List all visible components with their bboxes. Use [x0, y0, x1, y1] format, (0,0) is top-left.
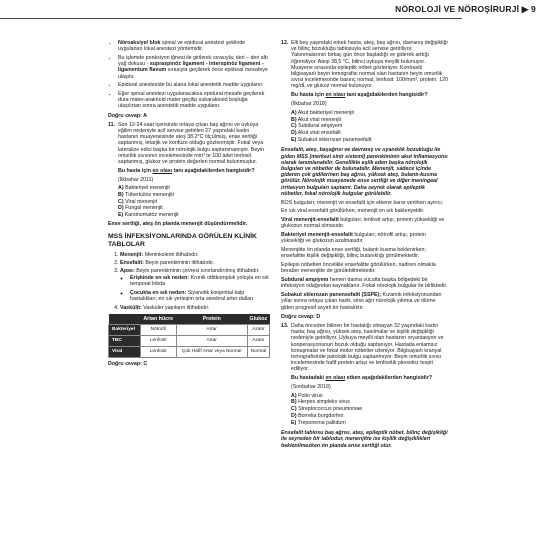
options-list — [291, 110, 448, 143]
table-row: Viral Lenfosit Çok Hafif Artar veya Normal Normal — [109, 347, 270, 358]
right-column — [281, 40, 448, 451]
page-header — [0, 0, 550, 22]
clinical-list — [108, 252, 270, 312]
header-title: NÖROLOJİ VE NÖROŞİRURJİ ▶ 9 — [395, 4, 536, 14]
question-11: 11. Son 12-24 saat içerisinde ortaya çıkan baş ağrısı ve uykuya eğilim nedeniyle acil servise getirilen 27 yaşındaki kadın hastanın muayenesinde ateş 38.2°C ölçülmüş, ense sertliği saptanmış, letarjik ve konfüze olduğu gözlenmiştir. Fokal veya lateralize edici başka bir nörolojik bulgu saptanmamıştır. Beyin omurilik sıvısının incelemesinde mm³ te 100 adet lenfosit saptanmış, glukoz ve protein değerleri normal bulunmuştur. Bu hasta için en olası tanı aşağıdakilerden hangisidir? (İlkbahar 2011) A) Bakteriyel menenjit B) Tüberküloz menenjiti C) Viral menenjit D) Fungal menenjit E) Karsinomatöz menenjit — [108, 122, 270, 219]
list-item: ◦ Çocukta en sık neden: Siyanotik konjenital kalp hastalıkları; en sık yerleşim orta serebral arter dalları — [130, 290, 270, 302]
option-a: A) Akut bakteriyel menenjit — [291, 109, 355, 116]
option-e: E) Karsinomatöz menenjit — [118, 212, 179, 219]
bullet-item: • Bu işlemde ponksiyon iğnesi ile girilerek sırasıyla; deri – deri altı yağ dokusu - supraspinöz ligament - interspinöz ligament - ligamentum flavum sırasıyla geçilerek önce epidural mesafeye ulaşılır. — [118, 55, 270, 80]
explanation-emphasis: Ensefalit, ateş, başağrısı ve davranış ve uyanıklık bozukluğu ile giden MSS (merkezi sinir sistemi) parenkiminin akut inflamasyonu olarak tanımlanabilir. Genellikle eşlik eden başka nörolojik bulguları ve nöbetler de bulunabilir. Menenjit, sadece içinde gideren çok gidilerinen baş ağrısı, yüksek ateş, bulantı-kusma görülür. Nörolojik muayenede ense sertliği ve diğer meningeal irritasyon bulguları saptanır. Daha seyrek olarak epileptik nöbetler, fokal nörolojik bulgular görülebilir. — [281, 147, 448, 197]
option-d: D) Fungal menenjit — [118, 205, 163, 212]
explanation-text: Epilepsi nöbetleri öncelikle ensefalitte görülürken, nadiren olmakla beraber menenjitte de görülebilmektedir. — [281, 262, 436, 275]
explanation-note: Ensefalit tablosu baş ağrısı, ateş, epileptik nöbet, bilinç değişikliği ile seyreden bir tablodur, menenjitte ise kişilik değişiklikleri beklenilmezken ön planda ense sertliği olur. — [281, 430, 448, 449]
option-c: C) Streptococcus pneumoniae — [291, 406, 363, 413]
csf-table — [108, 314, 270, 358]
options-list — [291, 393, 448, 426]
question-ask: Bu hastadaki en olası etken aşağıdakilerden hangisidir? — [291, 375, 433, 382]
table-row: Bakteriyel Nötrofil Artar Azalır — [109, 325, 270, 336]
option-a: A) Bakteriyel menenjit — [118, 185, 170, 192]
explanation-text: Menenjitte ön planda ense sertliği, bulantı kusma beklenirken; ensefalitte kişilik değişikliği, bilinç bulanıklığı görülmektedir. — [281, 247, 426, 260]
explanation-text: Subdural ampiyem hemen daima vücutta başka bölgedeki bir infeksiyon odağından kaynaklanır. Fokal nörolojik bulgular ile birliktedir. — [281, 277, 448, 290]
bullet-item: • Eğer spinal anestezi uygulanacaksa epidural mesafe geçilerek dura mater-araknoid mater geçilip subaraknoid boşluğa ulaşılırtan sonra anestetik madde uygulanır. — [118, 91, 270, 110]
header-rule — [0, 18, 462, 19]
options-list — [118, 185, 270, 218]
option-e: E) Subakut sklerozan panensefalit — [291, 136, 372, 143]
question-ask: Bu hasta için en olası tanı aşağıdakilerden hangisidir? — [118, 167, 255, 174]
anesthesia-bullets — [108, 40, 270, 110]
option-a: A) Polio virus — [291, 392, 323, 399]
bullet-item: • Epidural anestezide bu alana lokal anestetik madde uygulanır. — [118, 82, 270, 88]
left-column — [108, 40, 270, 370]
answer-q10: Doğru cevap: A — [108, 112, 147, 119]
answer-q12: Doğru cevap: D — [281, 313, 321, 320]
list-item: 1. Menenjit: Meninkslerin iltihabıdır. — [120, 252, 270, 258]
explanation-text: Bakteriyel menenjit-ensefalit bulguları; nötrofil artışı, protein yüksekliği ve glukozun azalmasıdır. — [281, 232, 426, 245]
list-item: 3. Apse: Beyin parenkiminin çevresi sınırlandırılmış iltihabıdır. ◦ Erişkinde en sık neden: Kronik ottitkompluk yoluyla en sık temporal lobda ◦ Çocukta en sık neden: Siyanotik konjenital kalp hastalıkları; en sık yerleşim orta serebral arter dalları — [120, 268, 270, 303]
option-c: C) Subdural ampiyem — [291, 123, 343, 130]
question-12: 12. Elli beş yaşındaki erkek hasta; ateş, baş ağrısı, davranış değişikliği ve bilinç bozukluğu tablosuyla acil servise getiriliyor. Yakınmalarının birkaç gün önce başladığı ve giderek arttığı öğreniliyor. Ateşi 38,5 °C, bilinci uykuya meyilli bulunuyor. Muayene sırasında epileptik nöbet gözleniyor. Kontrastlı bilgisayarlı beyin tomografisi normal olan hastanın beyin omurilik sıvısı incelemesinde basınç normal, lenfosit: 100/mm³, protein: 120 mg/dL ve glukoz normal bulunuyor. Bu hasta için en olası tanı aşağıdakilerden hangisidir? (İlkbahar 2018) A) Akut bakteriyel menenjit B) Akut viral menenjit C) Subdural ampiyem D) Akut viral ensefalit E) Subakut sklerozan panensefalit — [281, 40, 448, 143]
section-title: MSS İNFEKSİYONLARINDA GÖRÜLEN KLİNİK TABLOLAR — [108, 233, 257, 248]
option-e: E) Treponema pallidum — [291, 419, 346, 426]
explanation-text: Viral menenjit-ensefalit bulguları; lenfosit artışı, protein yüksekliği ve glukozun normal olmasıdır. — [281, 217, 445, 230]
explanation-text: BOS bulguları; menenjit ve ensefalit için etkene karar verirken ayırıcı; — [281, 199, 444, 206]
option-c: C) Viral menenjit — [118, 198, 158, 205]
option-b: B) Tüberküloz menenjiti — [118, 192, 174, 199]
question-source: (İlkbahar 2018) — [291, 101, 327, 108]
list-item: ◦ Erişkinde en sık neden: Kronik ottitkompluk yoluyla en sık temporal lobda — [130, 275, 270, 287]
question-source: (İlkbahar 2011) — [118, 176, 154, 183]
question-stem: Son 12-24 saat içerisinde ortaya çıkan baş ağrısı ve uykuya eğilim nedeniyle acil servise getirilen 27 yaşındaki kadın hastanın muayenesinde ateş 38.2°C ölçülmüş, ense sertliği saptanmış, letarjik ve konfüze olduğu gözlenmiştir. Fokal veya lateralize edici başka bir nörolojik bulgu saptanmamıştır. Beyin omurilik sıvısının incelemesinde mm³ te 100 adet lenfosit saptanmış, glukoz ve protein değerleri normal bulunmuştur. — [118, 121, 265, 165]
table-row: TBC Lenfosit Artar Azalır — [109, 336, 270, 347]
question-ask: Bu hasta için en olası tanı aşağıdakilerden hangisidir? — [291, 92, 428, 99]
option-d: D) Akut viral ensefalit — [291, 129, 341, 136]
question-source: (Sonbahar 2018) — [291, 383, 331, 390]
answer-q11: Doğru cevap: C — [108, 360, 148, 367]
list-item: 4. Vaskülit: Vasküler yapıların iltihabıdır. — [120, 305, 270, 311]
bullet-item: • Nöroaksiyel blok spinal ve epidural anestezi şeklinde uygulanan lokal anestezi yöntemidir. — [118, 40, 270, 52]
explanation-note: Ense sertliği, ateş ön planda menenjit düşündürmelidir. — [108, 220, 248, 227]
option-b: B) Akut viral menenjit — [291, 116, 342, 123]
option-d: D) Borrelia burgdorferi — [291, 412, 344, 419]
question-stem: Elli beş yaşındaki erkek hasta; ateş, baş ağrısı, davranış değişikliği ve bilinç bozukluğu tablosuyla acil servise getiriliyor. Yakınmalarının birkaç gün önce başladığı ve giderek arttığı öğreniliyor. Ateşi 38,5 °C, bilinci uykuya meyilli bulunuyor. Muayene sırasında epileptik nöbet gözleniyor. Kontrastlı bilgisayarlı beyin tomografisi normal olan hastanın beyin omurilik sıvısı incelemesinde basınç normal, lenfosit: 100/mm³, protein: 120 mg/dL ve glukoz normal bulunuyor. — [291, 40, 448, 90]
question-13: 13. Daha önceden bilinen bir hastalığı olmayan 32 yaşındaki kadın hasta; baş ağrısı, yüksek ateş, kasılmalar ve kişilik değişikliği nedeniyle getiriliyor. Uykuya meyilli olan hastanın oryantasyon ve kooperasyonunun bozuk olduğu saptanıyor. Hastada enlamsız konuşmalar ve fokal motor nöbetler izleniyor. Bilgisayarlı kranyal tomografisinde patolojik bulgu saptanmıyor. Beyin omurilik sıvısı incelemesinde hafif protein artışı ve lenfositik pleositoz tespit ediliyor. Bu hastadaki en olası etken aşağıdakilerden hangisidir? (Sonbahar 2018) A) Polio virus B) Herpes simpleks virus C) Streptococcus pneumoniae D) Borrelia burgdorferi E) Treponema pallidum — [281, 323, 448, 426]
question-stem: Daha önceden bilinen bir hastalığı olmayan 32 yaşındaki kadın hasta; baş ağrısı, yüksek ateş, kasılmalar ve kişilik değişikliği nedeniyle getiriliyor. Uykuya meyilli olan hastanın oryantasyon ve kooperasyonunun bozuk olduğu saptanıyor. Hastada enlamsız konuşmalar ve fokal motor nöbetler izleniyor. Bilgisayarlı kranyal tomografisinde patolojik bulgu saptanmıyor. Beyin omurilik sıvısı incelemesinde hafif protein artışı ve lenfositik pleositoz tespit ediliyor. — [291, 322, 444, 373]
apse-sublist — [120, 275, 270, 302]
table-header-row: Artan hücre Protein Glukoz — [109, 314, 270, 325]
explanation-text: En sık viral ensefalit görülürken, menenjit en sık bakteriyeldir. — [281, 208, 425, 215]
explanation-text: Subakut sklerozan panensefalit (SSPE); Kızamık infeksiyonundan yıllar sonra ortaya çıkan nadir, sinsi ağır nörolojik yıkıma ve ölüme giden progresif seyirli bir hastalıktır. — [281, 292, 442, 311]
option-b: B) Herpes simpleks virus — [291, 399, 350, 406]
list-item: 2. Ensefalit: Beyin parenkiminin iltihabıdır. — [120, 260, 270, 266]
